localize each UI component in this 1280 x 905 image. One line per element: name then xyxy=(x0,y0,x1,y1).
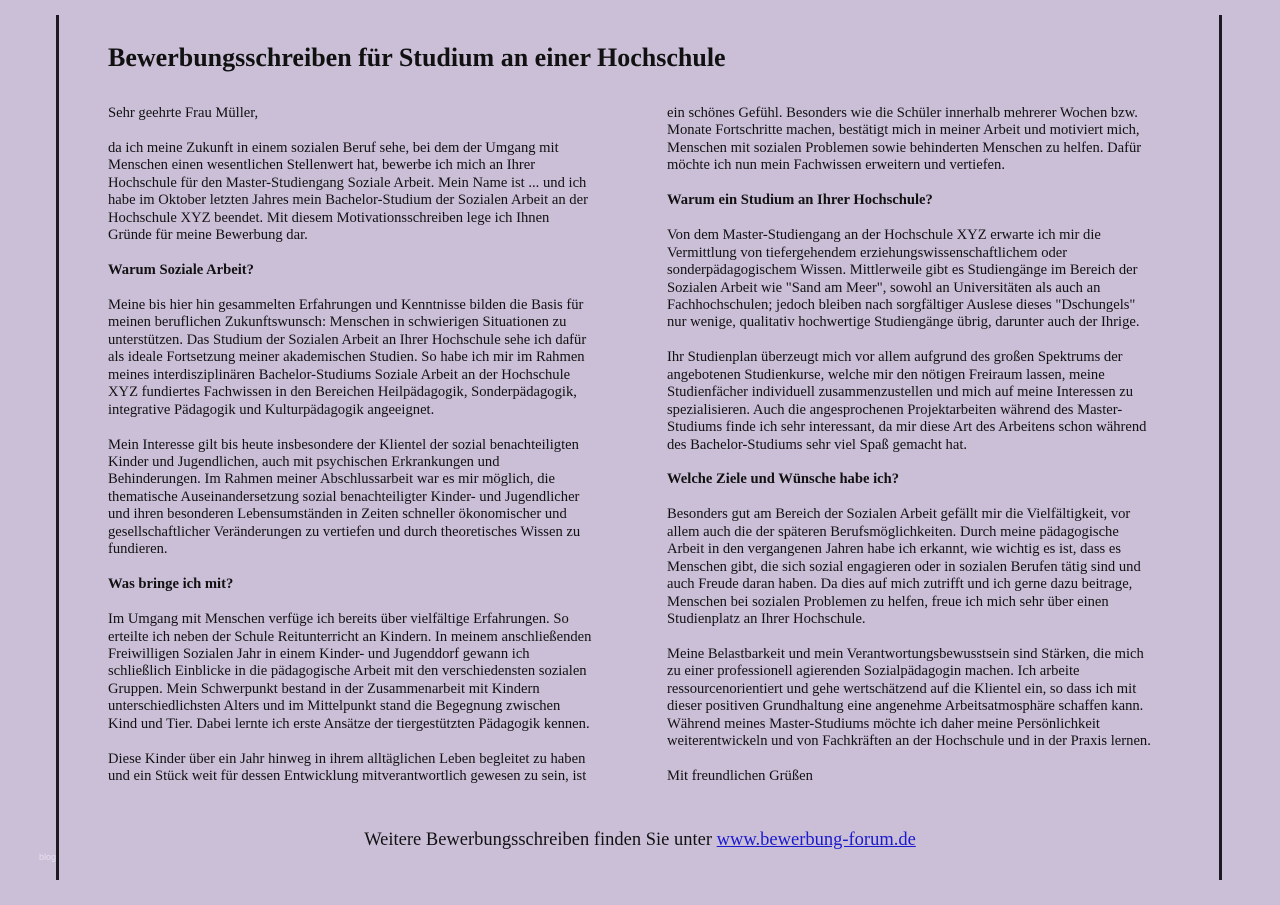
text-line: Studiums finde ich sehr interessant, da mir diese Art des Arbeitens schon während xyxy=(667,419,1147,436)
paragraph xyxy=(108,140,648,245)
text-line: Arbeit in den vergangenen Jahren habe ich erkannt, wie wichtig es ist, dass es xyxy=(667,541,1122,558)
footer-text: Weitere Bewerbungsschreiben finden Sie unter xyxy=(364,830,717,850)
text-line: XYZ fundiertes Fachwissen in den Bereichen Heilpädagogik, Sonderpädagogik, xyxy=(108,384,577,401)
text-line: sonderpädagogischem Wissen. Mittlerweile gibt es Studiengänge im Bereich der xyxy=(667,262,1138,279)
text-line: meinen beruflichen Zukunftswunsch: Menschen in schwierigen Situationen zu xyxy=(108,314,567,331)
text-line: nur wenige, qualitativ hochwertige Studiengänge übrig, darunter auch der Ihrige. xyxy=(667,314,1140,331)
text-line: Menschen gibt, die sich sozial engagieren oder in sozialen Berufen tätig sind und xyxy=(667,558,1141,575)
paragraph xyxy=(667,768,1207,785)
text-line: Fachhochschulen; jedoch bleiben nach sorgfältiger Auslese dieses "Dschungels" xyxy=(667,296,1136,313)
text-line: spezialisieren. Auch die angesprochenen Projektarbeiten während des Master- xyxy=(667,401,1123,418)
text-line: möchte ich nun mein Fachwissen erweitern und vertiefen. xyxy=(667,157,1005,174)
paragraph xyxy=(667,506,1207,628)
text-line: unterstützen. Das Studium der Sozialen Arbeit an Ihrer Hochschule sehe ich dafür xyxy=(108,331,587,348)
text-line: Was bringe ich mit? xyxy=(108,576,234,593)
left-border-line xyxy=(56,15,59,880)
text-line: Welche Ziele und Wünsche habe ich? xyxy=(667,471,900,488)
text-line: erteilte ich neben der Schule Reitunterricht an Kindern. In meinem anschließenden xyxy=(108,628,592,645)
text-line: und ihren besonderen Lebensumständen in Zeiten schneller ökonomischer und xyxy=(108,506,567,523)
text-line: auch Freude daran haben. Da dies auf mich zutrifft und ich gerne dazu beitrage, xyxy=(667,576,1133,593)
text-line: Mit freundlichen Grüßen xyxy=(667,768,813,785)
text-line: ein schönes Gefühl. Besonders wie die Schüler innerhalb mehrerer Wochen bzw. xyxy=(667,105,1138,121)
text-line: Ihr Studienplan überzeugt mich vor allem aufgrund des großen Spektrums der xyxy=(667,349,1123,366)
text-line: Kind und Tier. Dabei lernte ich erste Ansätze der tiergestützten Pädagogik kennen. xyxy=(108,715,590,732)
left-text-column xyxy=(108,105,648,803)
text-line: Gruppen. Mein Schwerpunkt bestand in der Zusammenarbeit mit Kindern xyxy=(108,680,540,697)
text-line: ressourcenorientiert und gehe wertschätzend auf die Klientel ein, so dass ich mit xyxy=(667,680,1137,697)
text-line: schließlich Einblicke in die pädagogische Arbeit mit den verschiedensten sozialen xyxy=(108,663,587,680)
text-line: Menschen bei sozialen Problemen zu helfen, freue ich mich sehr über einen xyxy=(667,593,1109,610)
text-line: angebotenen Studienkurse, welche mir den nötigen Freiraum lassen, meine xyxy=(667,366,1105,383)
text-line: unterschiedlichsten Alters und im Mittelpunkt stand die Begegnung zwischen xyxy=(108,698,561,715)
text-line: Mein Interesse gilt bis heute insbesondere der Klientel der sozial benachteiligten xyxy=(108,436,579,453)
text-line: Warum ein Studium an Ihrer Hochschule? xyxy=(667,192,933,209)
text-line: Menschen mit sozialen Problemen sowie behinderten Menschen zu helfen. Dafür xyxy=(667,139,1142,156)
text-line: Warum Soziale Arbeit? xyxy=(108,262,254,279)
footer xyxy=(0,830,1280,851)
text-line: Meine bis hier hin gesammelten Erfahrungen und Kenntnisse bilden die Basis für xyxy=(108,296,584,313)
text-line: Während meines Master-Studiums möchte ich daher meine Persönlichkeit xyxy=(667,715,1100,732)
text-line: integrative Pädagogik und Kulturpädagogik angeeignet. xyxy=(108,401,435,418)
text-line: Behinderungen. Im Rahmen meiner Abschlussarbeit war es mir möglich, die xyxy=(108,471,556,488)
text-line: thematische Auseinandersetzung sozial benachteiligter Kinder- und Jugendlicher xyxy=(108,488,580,505)
section-heading xyxy=(667,192,1207,209)
paragraph xyxy=(108,297,648,419)
text-line: zu einer professionell agierenden Sozialpädagogin machen. Ich arbeite xyxy=(667,663,1080,680)
paragraph xyxy=(667,349,1207,454)
text-line: Sehr geehrte Frau Müller, xyxy=(108,105,259,121)
text-line: da ich meine Zukunft in einem sozialen Beruf sehe, bei dem der Umgang mit xyxy=(108,139,559,156)
paragraph xyxy=(667,227,1207,332)
section-heading xyxy=(108,576,648,593)
text-line: Von dem Master-Studiengang an der Hochschule XYZ erwarte ich mir die xyxy=(667,227,1101,244)
text-line: Besonders gut am Bereich der Sozialen Arbeit gefällt mir die Vielfältigkeit, vor xyxy=(667,506,1131,523)
section-heading xyxy=(667,471,1207,488)
paragraph xyxy=(108,437,648,559)
footer-link[interactable]: www.bewerbung-forum.de xyxy=(716,830,916,850)
text-line: habe im Oktober letzten Jahres mein Bachelor-Studium der Sozialen Arbeit an der xyxy=(108,192,588,209)
paragraph xyxy=(108,611,648,733)
text-line: meines interdisziplinären Bachelor-Studiums Soziale Arbeit an der Hochschule xyxy=(108,366,571,383)
right-border-line xyxy=(1219,15,1222,880)
text-line: Vermittlung von tiefergehendem erziehungswissenschaftlichem oder xyxy=(667,244,1068,261)
text-line: Hochschule XYZ beendet. Mit diesem Motivationsschreiben lege ich Ihnen xyxy=(108,209,550,226)
text-line: dieser positiven Grundhaltung eine angenehme Arbeitsatmosphäre schaffen kann. xyxy=(667,698,1144,715)
text-line: Monate Fortschritte machen, bestätigt mich in meiner Arbeit und motiviert mich, xyxy=(667,122,1140,139)
text-line: Sozialen Arbeit wie "Sand am Meer", sowohl an Universitäten als auch an xyxy=(667,279,1101,296)
text-line: des Bachelor-Studiums sehr viel Spaß gemacht hat. xyxy=(667,436,968,453)
text-line: Freiwilligen Sozialen Jahr in einem Kinder- und Jugenddorf gewann ich xyxy=(108,645,530,662)
text-line: Diese Kinder über ein Jahr hinweg in ihrem alltäglichen Leben begleitet zu haben xyxy=(108,750,586,767)
text-line: fundieren. xyxy=(108,541,168,558)
text-line: als ideale Fortsetzung meiner akademischen Studien. So habe ich mir im Rahmen xyxy=(108,349,585,366)
paragraph xyxy=(108,751,648,786)
text-line: Meine Belastbarkeit und mein Verantwortungsbewusstsein sind Stärken, die mich xyxy=(667,645,1144,662)
document-title: Bewerbungsschreiben für Studium an einer Hochschule xyxy=(108,43,726,72)
text-line: Kinder und Jugendlichen, auch mit psychischen Erkrankungen und xyxy=(108,454,500,470)
text-line: gesellschaftlicher Veränderungen zu vertiefen und durch theoretisches Wissen zu xyxy=(108,523,581,540)
text-line: Studienplatz an Ihrer Hochschule. xyxy=(667,611,866,628)
text-line: allem auch die der späteren Berufsmöglichkeiten. Durch meine pädagogische xyxy=(667,523,1119,540)
section-heading xyxy=(108,262,648,279)
text-line: Gründe für meine Bewerbung dar. xyxy=(108,227,308,244)
paragraph xyxy=(108,105,648,122)
text-line: und ein Stück weit für dessen Entwicklung mitverantwortlich gewesen zu sein, ist xyxy=(108,768,587,785)
watermark: blog xyxy=(39,852,57,862)
text-line: weiterentwickeln und von Fachkräften an der Hochschule und in der Praxis lernen. xyxy=(667,733,1151,750)
text-line: Im Umgang mit Menschen verfüge ich bereits über vielfältige Erfahrungen. So xyxy=(108,611,569,628)
paragraph xyxy=(667,105,1207,175)
text-line: Hochschule für den Master-Studiengang Soziale Arbeit. Mein Name ist ... und ich xyxy=(108,174,587,191)
right-text-column xyxy=(667,105,1207,803)
paragraph xyxy=(667,646,1207,751)
text-line: Menschen einen wesentlichen Stellenwert hat, bewerbe ich mich an Ihrer xyxy=(108,157,536,174)
text-line: Studienfächer individuell zusammenzustellen und mich auf meine Interessen zu xyxy=(667,384,1134,401)
